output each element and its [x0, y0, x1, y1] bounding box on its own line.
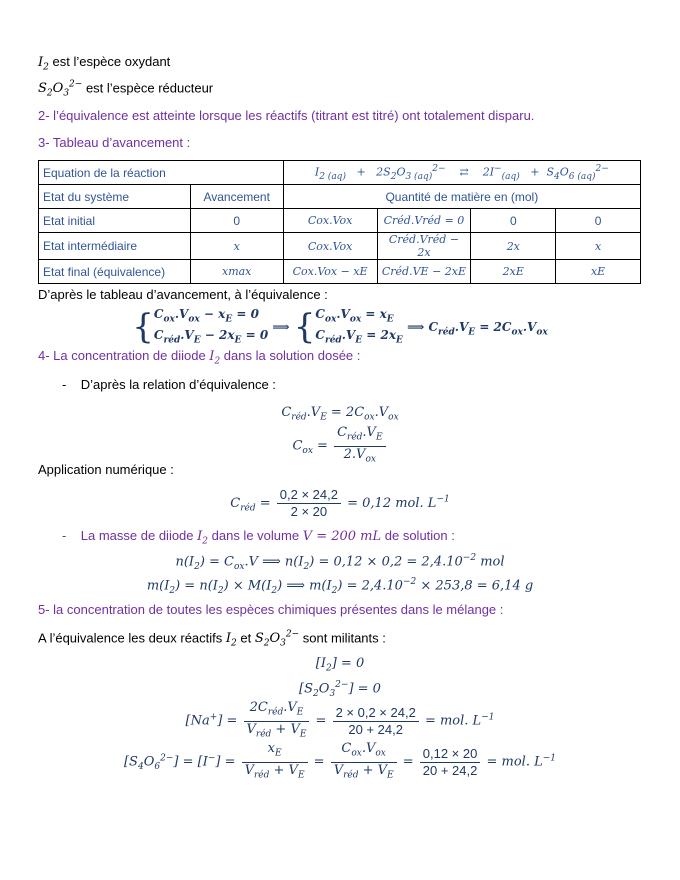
- cell: Cox.Vox: [283, 209, 377, 233]
- m-i2-calculation: $m(I_2) = n(I_2) \times M(I_2)$ ⟹ $m(I_2) = 2,4.10^{-2} \times 253,8 = 6,14$ g: [146, 577, 534, 596]
- bullet-masse: - La masse de diiode $I_2$ dans le volume V = 200 mL de solution :: [62, 528, 455, 547]
- question-4: 4- La concentration de diiode $I_2$ dans la solution dosée :: [38, 348, 361, 367]
- question-5: 5- la concentration de toutes les espèces chimiques présentes dans le mélange :: [38, 602, 504, 617]
- header-avancement: Avancement: [190, 185, 283, 209]
- table-row: [39, 260, 641, 284]
- after-table-text: D’après le tableau d’avancement, à l’équivalence :: [38, 287, 328, 302]
- header-etat: Etat du système: [39, 185, 191, 209]
- table-row: [39, 185, 641, 209]
- n-i2-calculation: $n(I_2) = C_{ox}.V$ ⟹ $n(I_2) = 0,12 \times 0,2 = 2,4.10^{-2}$ mol: [175, 553, 505, 572]
- question-3: 3- Tableau d’avancement :: [38, 135, 191, 150]
- cell: Créd.Vréd − 2x: [377, 233, 471, 260]
- equivalence-system: {$C_{ox}.V_{ox} - x_E = 0$ $C_{réd}.V_E - 2x_E = 0$ ⟹ {$C_{ox}.V_{ox} = x_E$ $C_{réd}.V_E = 2x_E$ ⟹ $C_{réd}.V_E = 2C_{ox}.V_{ox}$: [132, 307, 548, 348]
- cell: xmax: [190, 260, 283, 284]
- cell: x: [556, 233, 641, 260]
- line-reducteur: $S_2O_3^{2-}$ est l’espèce réducteur: [38, 80, 214, 99]
- row-label: Etat final (équivalence): [39, 260, 191, 284]
- cell: 2x: [471, 233, 556, 260]
- bullet-relation: - D’après la relation d’équivalence :: [62, 377, 276, 392]
- table-row: [39, 161, 641, 185]
- cred-calculation: $C_{réd}$ = $\frac{0,2 \times 24,2}{2 \times 20}$ = 0,12 mol. $L^{-1}$: [230, 487, 450, 519]
- cell: 0: [471, 209, 556, 233]
- cell: Créd.Vréd = 0: [377, 209, 471, 233]
- advancement-table: [38, 160, 641, 284]
- row-label: Etat initial: [39, 209, 191, 233]
- cell: x: [190, 233, 283, 260]
- s2o3-concentration: $[S_2O_3^{2-}] = 0$: [299, 680, 381, 699]
- question-2: 2- l’équivalence est atteinte lorsque les réactifs (titrant est titré) ont totalement disparu.: [38, 108, 535, 123]
- row-label: Etat intermédiaire: [39, 233, 191, 260]
- equation-label: Equation de la réaction: [39, 161, 284, 185]
- line-oxidant: $I_2$ est l’espèce oxydant: [38, 54, 171, 73]
- i2-concentration: $[I_2] = 0$: [315, 656, 365, 674]
- header-quantite: Quantité de matière en (mol): [283, 185, 640, 209]
- table-row: [39, 233, 641, 260]
- relation-equation: $C_{réd}.V_E = 2C_{ox}.V_{ox}$: [281, 405, 399, 423]
- cell: Créd.VE − 2xE: [377, 260, 471, 284]
- cox-formula: $C_{ox}$ = $\frac{C_{réd}.V_E}{2.V_{ox}}$: [0, 425, 680, 467]
- cell: xE: [556, 260, 641, 284]
- table-row: [39, 209, 641, 233]
- cell: Cox.Vox: [283, 233, 377, 260]
- application-label: Application numérique :: [38, 462, 174, 477]
- na-concentration: [Na+] = $\frac{2C_{réd}.V_E}{V_{réd} + V_E}$ = $\frac{2 \times 0,2 \times 24,2}{20 + 24,2}$ = mol. $L^{-1}$: [185, 700, 495, 740]
- cell: 2xE: [471, 260, 556, 284]
- equivalence-text: A l’équivalence les deux réactifs $I_2$ et $S_2O_3^{2-}$ sont militants :: [38, 630, 386, 649]
- s4o6-concentration: $[S_4O_6^{2-}] = [I^-]$ = $\frac{x_E}{V_{réd} + V_E}$ = $\frac{C_{ox}.V_{ox}}{V_{réd} + V_E}$ = $\frac{0,12 \times 20}{20 + 24,2}$ = mol. $L^{-1}$: [123, 741, 557, 781]
- reaction-equation: $I_{2 (aq)} + 2S_2O_{3 (aq)}^{2-}$ ⇄ $2I^-_{(aq)} + S_4O_{6 (aq)}^{2-}$: [283, 161, 640, 185]
- cell: 0: [556, 209, 641, 233]
- cell: Cox.Vox − xE: [283, 260, 377, 284]
- cell: 0: [190, 209, 283, 233]
